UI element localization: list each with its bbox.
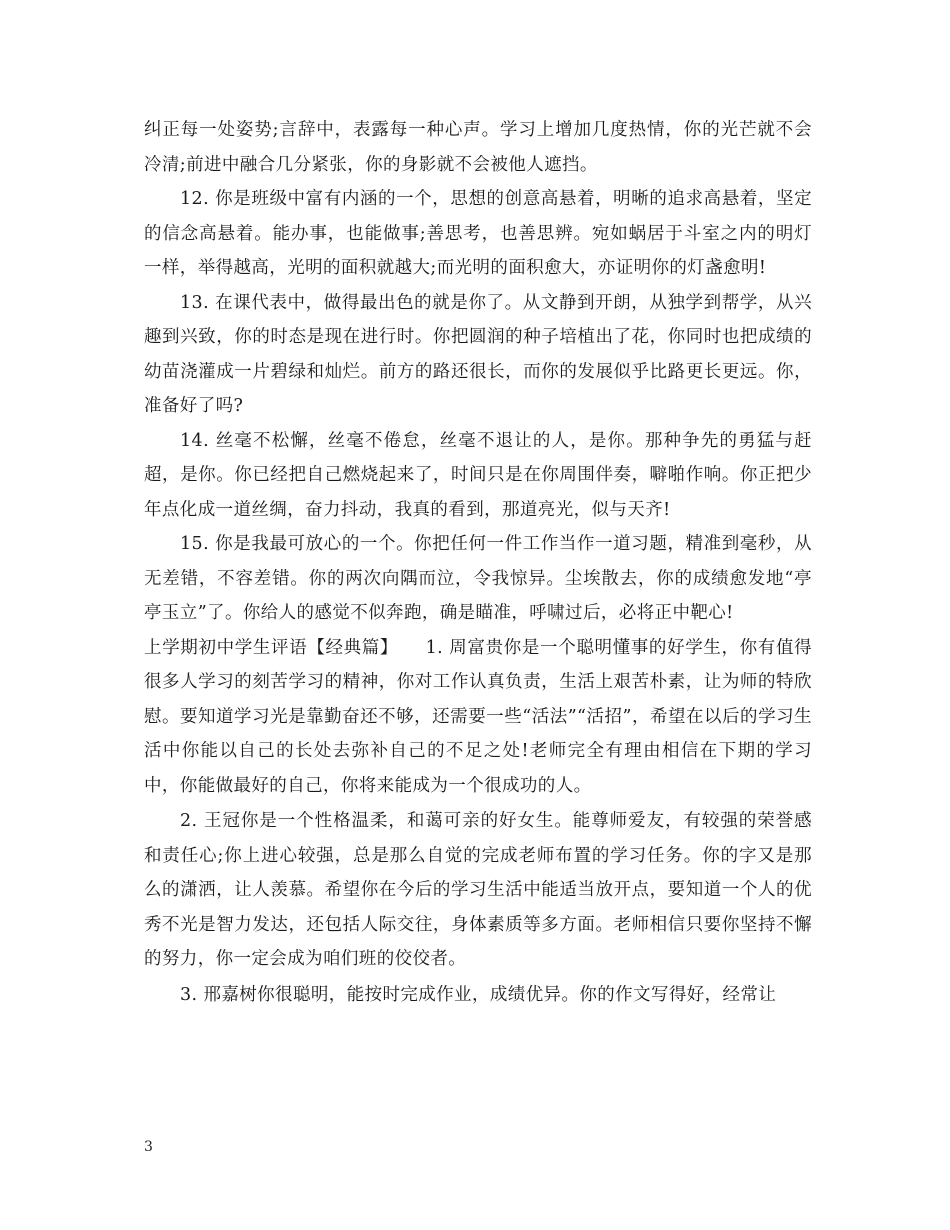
paragraph-section-heading: 上学期初中学生评语【经典篇】 1. 周富贵你是一个聪明懂事的好学生，你有值得很多人学习的刻苦学习的精神，你对工作认真负责，生活上艰苦朴素，让为师的特欣慰。要知道学习光是靠勤奋还不够，还需要一些“活法”“活招”，希望在以后的学习生活中你能以自己的长处去弥补自己的不足之处!老师完全有理由相信在下期的学习中，你能做最好的自己，你将来能成为一个很成功的人。 — [144, 637, 812, 796]
paragraph-comment-2: 2. 王冠你是一个性格温柔，和蔼可亲的好女生。能尊师爱友，有较强的荣誉感和责任心;你上进心较强，总是那么自觉的完成老师布置的学习任务。你的字又是那么的潇洒，让人羡慕。希望你在今后的学习生活中能适当放开点，要知道一个人的优秀不光是智力发达，还包括人际交往，身体素质等多方面。老师相信只要你坚持不懈的努力，你一定会成为咱们班的佼佼者。 — [144, 811, 812, 969]
paragraph-comment-14: 14. 丝毫不松懈，丝毫不倦怠，丝毫不退让的人，是你。那种争先的勇猛与赶超，是你。你已经把自己燃烧起来了，时间只是在你周围伴奏，噼啪作响。你正把少年点化成一道丝绸，奋力抖动，我真的看到，那道亮光，似与天齐! — [144, 430, 812, 520]
paragraph-comment-12: 12. 你是班级中富有内涵的一个，思想的创意高悬着，明晰的追求高悬着，坚定的信念高悬着。能办事，也能做事;善思考，也善思辨。宛如蜗居于斗室之内的明灯一样，举得越高，光明的面积就越大;而光明的面积愈大，亦证明你的灯盏愈明! — [144, 189, 812, 278]
paragraph-comment-15: 15. 你是我最可放心的一个。你把任何一件工作当作一道习题，精准到毫秒，从无差错，不容差错。你的两次向隅而泣，令我惊异。尘埃散去，你的成绩愈发地“亭亭玉立”了。你给人的感觉不似奔跑，确是瞄准，呼啸过后，必将正中靶心! — [144, 534, 812, 623]
document-body — [144, 113, 812, 1012]
paragraph-comment-3: 3. 邢嘉树你很聪明，能按时完成作业，成绩优异。你的作文写得好，经常让 — [180, 984, 777, 1005]
page-number: 3 — [144, 1139, 153, 1155]
paragraph-1: 纠正每一处姿势;言辞中，表露每一种心声。学习上增加几度热情，你的光芒就不会冷清;前进中融合几分紧张，你的身影就不会被他人遮挡。 — [144, 120, 812, 175]
paragraph-comment-13: 13. 在课代表中，做得最出色的就是你了。从文静到开朗，从独学到帮学，从兴趣到兴致，你的时态是现在进行时。你把圆润的种子培植出了花，你同时也把成绩的幼苗浇灌成一片碧绿和灿烂。前方的路还很长，而你的发展似乎比路更长更远。你，准备好了吗? — [144, 292, 812, 416]
